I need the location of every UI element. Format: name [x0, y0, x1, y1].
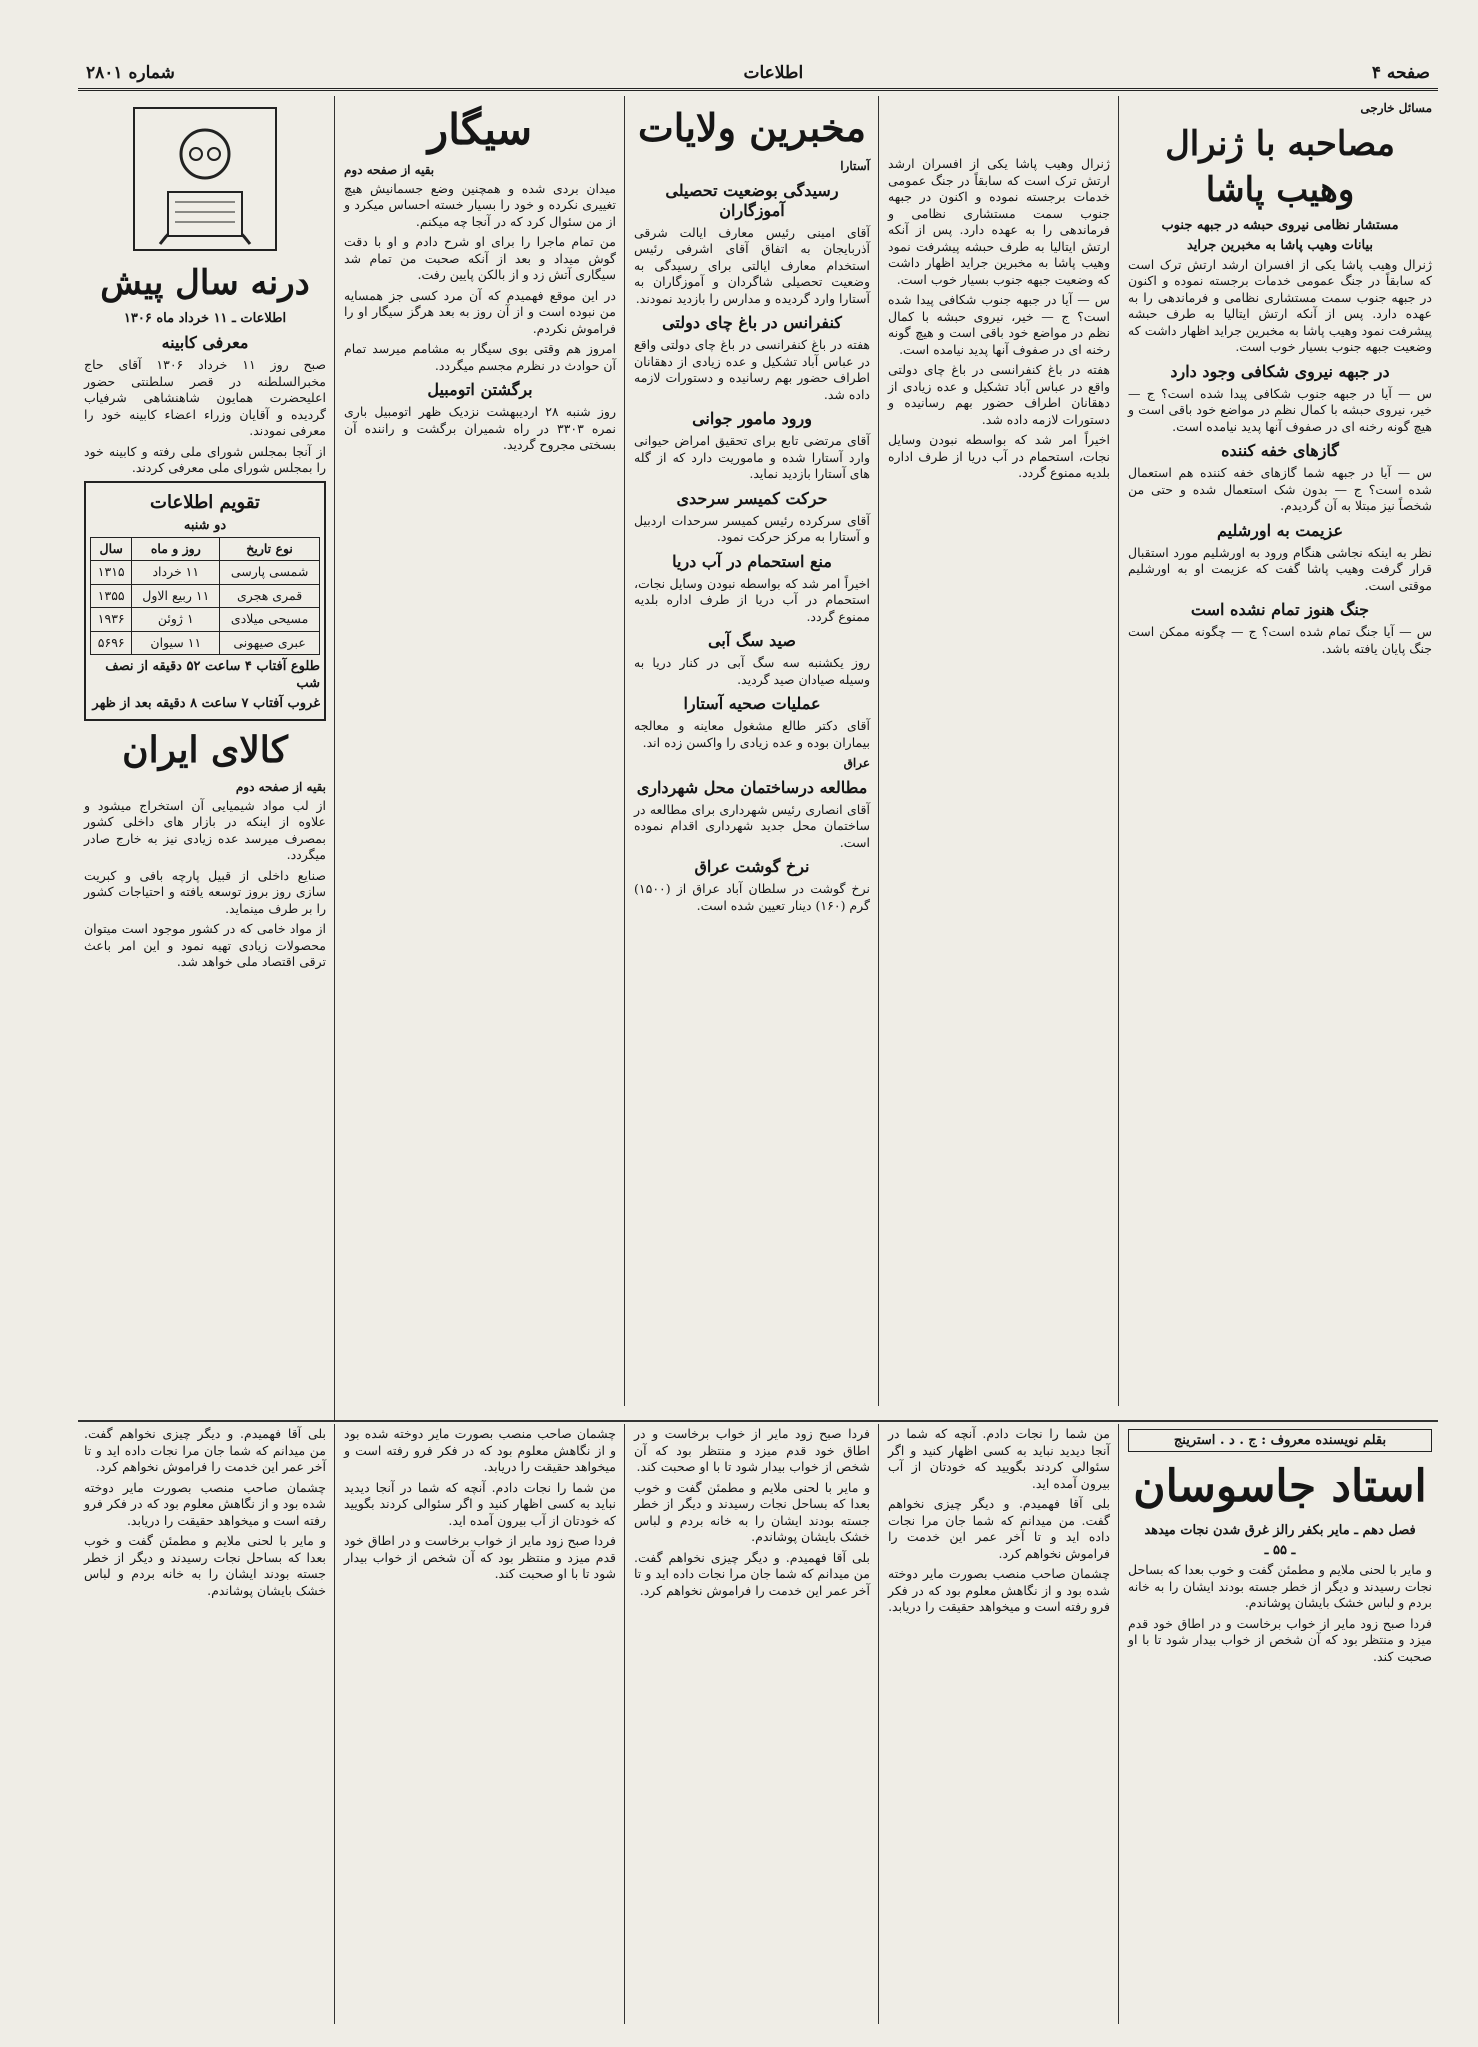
- article-paragraph: ژنرال وهیب پاشا یکی از افسران ارشد ارتش ترک است که سابقاً در جنگ عمومی خدمات برجسته نموده و اکنون در جبهه جنوب سمت مستشاری نظامی و فرماندهی را به عهده دارد. پس از آنکه ارتش ایتالیا به طرف حبشه پیشرفت نمود وهیب پاشا به مخبرین جراید اظهار داشت که وضعیت جبهه جنوب بسیار خوب است.: [888, 156, 1110, 287]
- calendar-header: سال: [91, 537, 132, 561]
- news-paragraph: از آنجا بمجلس شورای ملی رفته و کابینه خود را بمجلس شورای ملی معرفی کردند.: [84, 443, 326, 475]
- article-paragraph: س — آیا در جبهه شما گازهای خفه کننده هم استعمال شده است؟ ج — بدون شک استعمال شده و حتی من شخصاً نیز مبتلا به آن گردیدم.: [1128, 465, 1432, 513]
- serial-paragraph: و مایر با لحنی ملایم و مطمئن گفت و خوب بعدا که بساحل نجات رسیدند و دیگر از خطر جسته بودند ایشان را به خانه بردم و لباس خشک بایشان پوشاندم.: [634, 1479, 870, 1544]
- story-paragraph: امروز هم وقتی بوی سیگار به مشامم میرسد تمام آن حوادث در نظرم مجسم میگردد.: [344, 341, 616, 373]
- story-paragraph: میدان بردی شده و همچنین وضع جسمانیش هیچ تغییری نکرده و خود را بسیار خسته احساس میکرد و از من سئوال کرد که در آنجا چه میکنم.: [344, 180, 616, 229]
- calendar-header: روز و ماه: [132, 537, 220, 561]
- foreign-affairs-column: [1122, 96, 1438, 1416]
- table-cell: ۱ ژوئن: [132, 608, 220, 632]
- article-paragraph: نظر به اینکه نجاشی هنگام ورود به اورشلیم مورد استقبال قرار گرفت وهیب پاشا گفت که عزیمت او به اورشلیم موقتی است.: [1128, 544, 1432, 593]
- column-rule: [878, 1424, 879, 2024]
- cigar-story-column: [338, 96, 622, 1416]
- article-heading: عزیمت به اورشلیم: [1216, 520, 1344, 540]
- table-cell: ۱۱ سیوان: [132, 631, 220, 655]
- section-label: مسائل خارجی: [1360, 101, 1432, 115]
- table-cell: ۱۳۱۵: [91, 561, 132, 585]
- serial-header-column: [1122, 1424, 1438, 2024]
- news-paragraph: صبح روز ۱۱ خرداد ۱۳۰۶ آقای حاج مخبرالسلطنه در قصر سلطنتی حضور اعلیحضرت همایون شاهنشاهی شرفیاب گردیده و آقایان وزراء اعضاء کابینه خود را معرفی نمودند.: [84, 357, 327, 438]
- provinces-title: مخبرین ولایات: [638, 105, 866, 150]
- column-rule: [878, 96, 879, 1406]
- serial-paragraph: بلی آقا فهمیدم. و دیگر چیزی نخواهم گفت. من میدانم که شما جان مرا نجات داده اید و تا آخر عمر این خدمت را فراموش نخواهم کرد.: [84, 1426, 326, 1474]
- article-heading: در جبهه نیروی شکافی وجود دارد: [1170, 361, 1390, 381]
- news-paragraph: روز شنبه ۲۸ اردیبهشت نزدیک ظهر اتومبیل باری نمره ۳۳۰۳ در راه شمیران برگشت و راننده آن بسختی مجروح گردید.: [344, 404, 617, 452]
- paper-name: اطلاعات: [743, 63, 804, 83]
- column-rule: [624, 96, 625, 1406]
- continued-label: بقیه از صفحه دوم: [344, 163, 435, 177]
- provinces-column: [628, 96, 876, 1416]
- table-cell: ۱۳۵۵: [91, 584, 132, 608]
- article-heading: گازهای خفه کننده: [1221, 441, 1339, 460]
- table-cell: ۱۱ خرداد: [132, 561, 220, 585]
- news-heading: صید سگ آبی: [708, 631, 796, 650]
- column-rule: [1118, 1424, 1119, 2024]
- story-paragraph: من تمام ماجرا را برای او شرح دادم و او با دقت گوش میداد و بعد از آنکه صحبت من تمام شد سیگاری آتش زد و از بالکن پایین رفت.: [344, 234, 616, 282]
- news-paragraph: روز یکشنبه سه سگ آبی در کنار دریا به وسیله صیادان صید گردید.: [634, 655, 870, 687]
- article-title: مصاحبه با ژنرال وهیب پاشا: [1165, 123, 1395, 210]
- reading-man-illustration-icon: [130, 104, 280, 254]
- article-paragraph: هفته در باغ کنفرانسی در باغ چای دولتی واقع در عباس آباد تشکیل و عده زیادی از دهقانان اطراف حضور بهم رسانیده و دستورات لازمه داده شد.: [888, 362, 1110, 427]
- article-heading: جنگ هنوز تمام نشده است: [1190, 600, 1370, 619]
- calendar-day: دو شنبه: [183, 517, 227, 533]
- article-paragraph: س — آیا در جبهه جنوب شکافی پیدا شده است؟ ج — خیر، نیروی حبشه با کمال نظم در مواضع خود باقی است و هیچ گونه رخنه ای در صفوف آنها پدید نیامده است.: [1128, 385, 1432, 434]
- table-cell: عبری صیهونی: [220, 631, 320, 655]
- issue-number: شماره ۲۸۰۱: [86, 63, 175, 83]
- article-paragraph: س — آیا در جبهه جنوب شکافی پیدا شده است؟ ج — خیر، نیروی حبشه با کمال نظم در مواضع خود باقی است و هیچ گونه رخنه ای در صفوف آنها پدید نیامده است.: [888, 292, 1110, 357]
- iranian-goods-title: کالای ایران: [122, 729, 288, 771]
- news-paragraph: صنایع داخلی از قبیل پارچه بافی و کبریت سازی روز بروز توسعه یافته و احتیاجات کشور را بر طرف مینماید.: [84, 867, 326, 916]
- news-heading: نرخ گوشت عراق: [694, 857, 810, 876]
- serial-byline: بقلم نویسنده معروف : ج . د . استرینج: [1128, 1429, 1432, 1452]
- table-cell: ۱۱ ربیع الاول: [132, 584, 220, 608]
- serial-column-2: [882, 1424, 1116, 2024]
- serial-paragraph: چشمان صاحب منصب بصورت مایر دوخته شده بود و از نگاهش معلوم بود که در فکر فرو رفته است و میخواهد حقیقت را دریابد.: [84, 1479, 326, 1528]
- serial-title: استاد جاسوسان: [1133, 1461, 1427, 1512]
- calendar-table: [90, 537, 320, 656]
- section-rule: [78, 1420, 334, 1422]
- page-header: [78, 58, 1438, 91]
- table-cell: شمسی پارسی: [220, 561, 320, 585]
- place-label: آستارا: [840, 159, 870, 173]
- provinces-continuation-column: [882, 96, 1116, 1416]
- news-heading: مطالعه درساختمان محل شهرداری: [636, 777, 868, 797]
- serial-number: ـ ۵۵ ـ: [1264, 1543, 1296, 1558]
- left-column: [78, 96, 332, 1416]
- news-paragraph: آقای انصاری رئیس شهرداری برای مطالعه در ساختمان محل جدید شهرداری اقدام نموده است.: [634, 801, 870, 850]
- news-heading: برگشتن اتومبیل: [427, 380, 533, 399]
- news-paragraph: از مواد خامی که در کشور موجود است میتوان محصولات زیادی تهیه نمود و این امر باعث ترقی اقتصاد ملی خواهد شد.: [84, 921, 326, 969]
- serial-paragraph: چشمان صاحب منصب بصورت مایر دوخته شده بود و از نگاهش معلوم بود که در فکر فرو رفته است و میخواهد حقیقت را دریابد.: [888, 1566, 1110, 1614]
- news-paragraph: اخیراً امر شد که بواسطه نبودن وسایل نجات، استحمام در آب دریا از طرف اداره بلدیه ممنوع گردد.: [634, 575, 870, 624]
- sunrise-time: طلوع آفتاب ۴ ساعت ۵۲ دقیقه از نصف شب: [105, 659, 320, 691]
- news-heading: منع استحمام در آب دریا: [672, 551, 832, 571]
- news-paragraph: آقای مرتضی تابع برای تحقیق امراض حیوانی وارد آستارا شده و ماموریت دارد که از گله های آستارا بازدید نماید.: [634, 433, 870, 481]
- serial-column-3: [628, 1424, 876, 2024]
- table-cell: ۵۶۹۶: [91, 631, 132, 655]
- article-subtitle-2: بیانات وهیب پاشا به مخبرین جراید: [1186, 237, 1374, 253]
- news-heading: کنفرانس در باغ چای دولتی: [662, 313, 842, 332]
- serial-column-5: [78, 1424, 332, 2024]
- table-cell: مسیحی میلادی: [220, 608, 320, 632]
- serial-paragraph: من شما را نجات دادم. آنچه که شما در آنجا دیدید نباید به کسی اظهار کنید و اگر سئوالی کردند بگویید که خودتان از آب بیرون آمده اید.: [344, 1479, 616, 1528]
- serial-paragraph: چشمان صاحب منصب بصورت مایر دوخته شده بود و از نگاهش معلوم بود که در فکر فرو رفته است و میخواهد حقیقت را دریابد.: [344, 1426, 616, 1474]
- news-paragraph: آقای سرکرده رئیس کمیسر سرحدات اردبیل و آستارا به مرکز حرکت نمود.: [634, 512, 870, 544]
- calendar-box: [84, 481, 326, 722]
- place-label: عراق: [843, 756, 870, 770]
- table-row: [91, 631, 320, 655]
- calendar-header: نوع تاریخ: [220, 537, 320, 561]
- serial-paragraph: بلی آقا فهمیدم. و دیگر چیزی نخواهم گفت. من میدانم که شما جان مرا نجات داده اید و تا آخر عمر این خدمت را فراموش نخواهم کرد.: [888, 1496, 1110, 1561]
- news-paragraph: نرخ گوشت در سلطان آباد عراق از (۱۵۰۰) گرم (۱۶۰) دینار تعیین شده است.: [634, 881, 870, 913]
- serial-paragraph: فردا صبح زود مایر از خواب برخاست و در اطاق خود قدم میزد و منتظر بود که آن شخص از خواب بیدار شود تا با او صحبت کند.: [634, 1426, 870, 1474]
- news-heading: معرفی کابینه: [161, 333, 249, 352]
- news-paragraph: از لب مواد شیمیایی آن استخراج میشود و علاوه از اینکه در بازار های داخلی کشور بمصرف میرسد عده زیادی نیز به خارج صادر میگردد.: [84, 797, 326, 862]
- column-rule: [1118, 96, 1119, 1406]
- section-rule: [334, 1420, 1438, 1422]
- serial-paragraph: فردا صبح زود مایر از خواب برخاست و در اطاق خود قدم میزد و منتظر بود که آن شخص از خواب بیدار شود تا با او صحبت کند.: [1128, 1615, 1432, 1664]
- sunset-time: غروب آفتاب ۷ ساعت ۸ دقیقه بعد از ظهر: [92, 696, 320, 711]
- serial-paragraph: بلی آقا فهمیدم. و دیگر چیزی نخواهم گفت. من میدانم که شما جان مرا نجات داده اید و تا آخر عمر این خدمت را فراموش نخواهم کرد.: [634, 1549, 870, 1598]
- news-heading: ورود مامور جوانی: [692, 409, 812, 428]
- continued-label: بقیه از صفحه دوم: [235, 780, 326, 794]
- news-paragraph: آقای دکتر طالع مشغول معاینه و معالجه بیماران بوده و عده زیادی را واکسن زده اند.: [634, 718, 870, 750]
- story-paragraph: در این موقع فهمیدم که آن مرد کسی جز همسایه من نبوده است و از آن روز به بعد هرگز سیگار او را فراموش نکردم.: [344, 287, 616, 336]
- serial-column-4: [338, 1424, 622, 2024]
- table-row: [91, 608, 320, 632]
- serial-paragraph: من شما را نجات دادم. آنچه که شما در آنجا دیدید نباید به کسی اظهار کنید و اگر سئوالی کردند بگویید که خودتان از آب بیرون آمده اید.: [888, 1426, 1110, 1491]
- news-paragraph: هفته در باغ کنفرانسی در باغ چای دولتی واقع در عباس آباد تشکیل و عده زیادی از دهقانان اطراف حضور بهم رسانیده و دستورات لازمه داده شد.: [634, 337, 870, 402]
- news-paragraph: آقای امینی رئیس معارف ایالت شرقی آذربایجان به اتفاق آقای اشرفی رئیس استخدام معارف ایالتی برای رسیدگی به وضعیت تحصیلی شاگردان و آموزگاران به آستارا وارد گردیده و مدارس را بازدید نمودند.: [634, 224, 870, 306]
- story-title: سیگار: [427, 105, 533, 154]
- serial-paragraph: و مایر با لحنی ملایم و مطمئن گفت و خوب بعدا که بساحل نجات رسیدند و دیگر از خطر جسته بودند ایشان را به خانه بردم و لباس خشک بایشان پوشاندم.: [84, 1533, 326, 1598]
- news-heading: عملیات صحیه آستارا: [683, 694, 821, 713]
- nine-years-ago-title: درنه سال پیش: [100, 263, 310, 303]
- serial-paragraph: فردا صبح زود مایر از خواب برخاست و در اطاق خود قدم میزد و منتظر بود که آن شخص از خواب بیدار شود تا با او صحبت کند.: [344, 1533, 616, 1581]
- news-heading: رسیدگی بوضعیت تحصیلی آموزگاران: [665, 180, 839, 220]
- table-cell: ۱۹۳۶: [91, 608, 132, 632]
- article-paragraph: س — آیا جنگ تمام شده است؟ ج — چگونه ممکن است جنگ پایان یافته باشد.: [1128, 624, 1432, 656]
- calendar-title: تقویم اطلاعات: [150, 491, 260, 513]
- article-intro: ژنرال وهیب پاشا یکی از افسران ارشد ارتش ترک است که سابقاً در جنگ عمومی خدمات برجسته نموده و اکنون در جبهه جنوب سمت مستشاری نظامی و فرماندهی را به عهده دارد. پس از آنکه ارتش ایتالیا به طرف حبشه پیشرفت نمود وهیب پاشا به مخبرین جراید اظهار داشت که وضعیت جبهه جنوب بسیار خوب است.: [1128, 256, 1432, 354]
- news-heading: حرکت کمیسر سرحدی: [676, 488, 828, 508]
- article-subtitle: مستشار نظامی نیروی حبشه در جبهه جنوب: [1161, 217, 1399, 233]
- article-paragraph: اخیراً امر شد که بواسطه نبودن وسایل نجات، استحمام در آب دریا از طرف اداره بلدیه ممنوع گردد.: [888, 432, 1110, 480]
- serial-paragraph: و مایر با لحنی ملایم و مطمئن گفت و خوب بعدا که بساحل نجات رسیدند و دیگر از خطر جسته بودند ایشان را به خانه بردم و لباس خشک بایشان پوشاندم.: [1128, 1562, 1432, 1610]
- dateline: اطلاعات ـ ۱۱ خرداد ماه ۱۳۰۶: [123, 311, 287, 326]
- page-number: صفحه ۴: [1371, 63, 1430, 83]
- table-row: [91, 584, 320, 608]
- table-row: [91, 561, 320, 585]
- serial-chapter: فصل دهم ـ مایر بکفر رالز غرق شدن نجات میدهد: [1144, 1523, 1416, 1538]
- column-rule: [334, 1424, 335, 2024]
- table-cell: قمری هجری: [220, 584, 320, 608]
- column-rule: [334, 96, 335, 1421]
- column-rule: [624, 1424, 625, 2024]
